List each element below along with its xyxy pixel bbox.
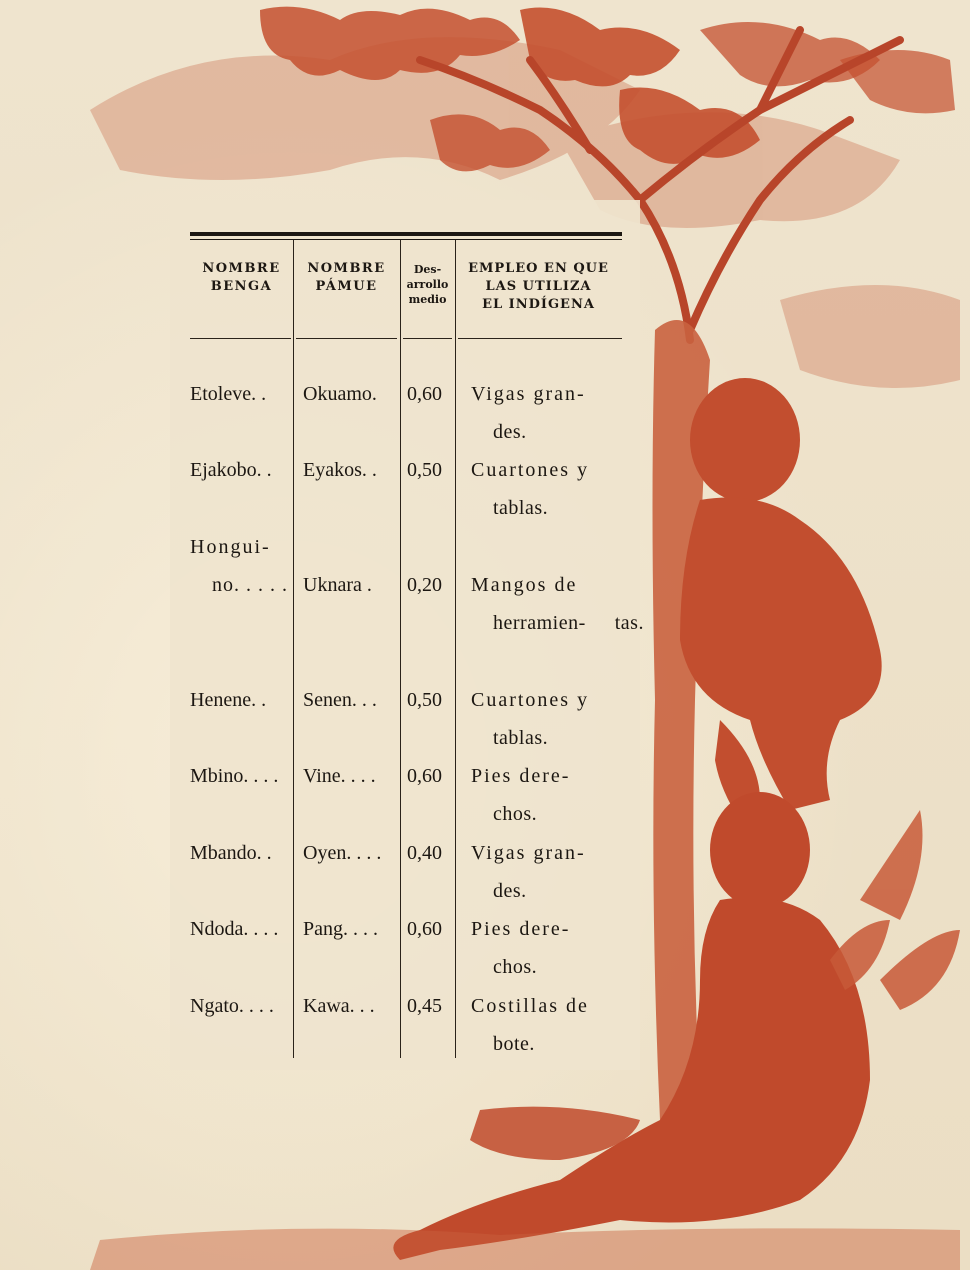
cell-desarrollo: 0,60	[407, 383, 442, 405]
header-nombre-benga	[190, 260, 293, 296]
cell-pamue: Pang. . . .	[303, 918, 378, 940]
empleo-line: chos.	[493, 956, 538, 978]
column-divider	[400, 240, 401, 1058]
empleo-line: Costillas de	[471, 995, 589, 1017]
cell-empleo	[471, 451, 621, 527]
cell-benga: Etoleve. .	[190, 383, 267, 405]
column-divider	[455, 240, 456, 1058]
cell-empleo	[471, 987, 621, 1063]
header-line: NOMBRE	[307, 261, 386, 276]
table-top-rule-thin	[190, 239, 622, 240]
cell-benga: Henene. .	[190, 689, 267, 711]
header-line: LAS UTILIZA	[485, 279, 592, 294]
cell-empleo	[471, 757, 621, 833]
empleo-line: herramien-	[493, 612, 586, 634]
cell-desarrollo: 0,45	[407, 995, 442, 1017]
cell-desarrollo: 0,50	[407, 459, 442, 481]
empleo-line: Cuartones y	[471, 459, 590, 481]
empleo-line: Pies dere-	[471, 918, 571, 940]
header-line: NOMBRE	[202, 261, 281, 276]
standing-figure	[680, 378, 882, 820]
header-empleo	[455, 260, 622, 314]
cell-empleo	[471, 834, 621, 910]
empleo-line: Vigas gran-	[471, 383, 586, 405]
cell-empleo	[471, 566, 644, 642]
cell-benga	[190, 528, 290, 604]
header-line: BENGA	[210, 279, 273, 294]
empleo-line: tablas.	[493, 727, 549, 749]
header-line: medio	[408, 293, 447, 306]
cell-pamue: Uknara .	[303, 574, 372, 596]
header-desarrollo-medio	[400, 262, 455, 307]
header-underline	[458, 338, 622, 339]
cell-desarrollo: 0,60	[407, 918, 442, 940]
header-underline	[190, 338, 291, 339]
cell-empleo	[471, 910, 621, 986]
empleo-line: des.	[493, 880, 527, 902]
empleo-line: Pies dere-	[471, 765, 571, 787]
benga-line: no. . . . .	[212, 574, 288, 596]
cell-benga: Ndoda. . . .	[190, 918, 279, 940]
cell-pamue: Oyen. . . .	[303, 842, 382, 864]
header-underline	[403, 338, 452, 339]
cell-benga: Ejakobo. .	[190, 459, 272, 481]
empleo-line: tablas.	[493, 497, 549, 519]
cell-desarrollo: 0,20	[407, 574, 442, 596]
cell-benga: Mbino. . . .	[190, 765, 279, 787]
cell-desarrollo: 0,60	[407, 765, 442, 787]
empleo-line: Vigas gran-	[471, 842, 586, 864]
empleo-line: Mangos de	[471, 574, 578, 596]
cell-benga: Ngato. . . .	[190, 995, 274, 1017]
ground-strokes	[90, 1228, 960, 1270]
header-line: arrollo	[406, 278, 449, 291]
empleo-line: chos.	[493, 803, 538, 825]
header-line: EL INDÍGENA	[482, 297, 595, 312]
column-divider	[293, 240, 294, 1058]
benga-line: Hongui-	[190, 536, 271, 558]
cell-pamue: Eyakos. .	[303, 459, 377, 481]
cell-pamue: Senen. . .	[303, 689, 377, 711]
cell-empleo	[471, 375, 621, 451]
cell-pamue: Vine. . . .	[303, 765, 376, 787]
header-line: PÁMUE	[315, 279, 378, 294]
empleo-line: des.	[493, 421, 527, 443]
header-line: Des-	[413, 263, 442, 276]
cell-pamue: Kawa. . .	[303, 995, 375, 1017]
header-underline	[296, 338, 397, 339]
species-table	[190, 230, 644, 1060]
table-top-rule-thick	[190, 232, 622, 236]
empleo-line: bote.	[493, 1033, 535, 1055]
header-line: EMPLEO EN QUE	[468, 261, 609, 276]
cell-pamue: Okuamo.	[303, 383, 377, 405]
cell-benga: Mbando. .	[190, 842, 272, 864]
header-nombre-pamue	[293, 260, 400, 296]
cell-desarrollo: 0,50	[407, 689, 442, 711]
empleo-line: tas.	[614, 612, 644, 634]
cell-empleo	[471, 681, 621, 757]
plant-leaves	[830, 810, 960, 1010]
empleo-line: Cuartones y	[471, 689, 590, 711]
cell-desarrollo: 0,40	[407, 842, 442, 864]
